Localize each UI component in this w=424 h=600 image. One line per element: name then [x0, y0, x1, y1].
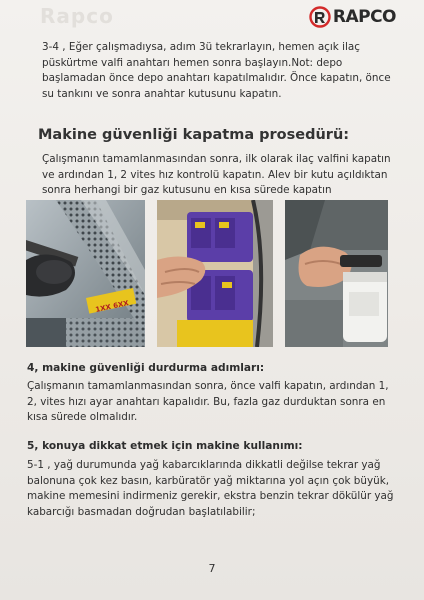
brand-logo [309, 6, 396, 28]
control-box-photo [157, 200, 273, 347]
section-4-text: Çalışmanın tamamlanmasından sonra, önce valfi kapatın, ardından 1, 2, vites hızı ayar anahtarı kapalıdır. Bu, fazla gaz durduktan sonra en kısa sürede olmalıdır. [27, 380, 389, 423]
section-4-title: 4, makine güvenliği durdurma adımları: [27, 362, 265, 374]
section-5-text: 5-1 , yağ durumunda yağ kabarcıklarında dikkatli değilse tekrar yağ balonuna çok kez basın, karbüratör yağ miktarına yol açın çok büyük, makine memesini indirmeniz gerekir, ekstra benzin tekrar dökülür yağ kabarcığı basmadan doğrudan başlatılabilir; [27, 459, 394, 518]
sprayer-nozzle-photo [26, 200, 145, 347]
page-number: 7 [208, 562, 216, 575]
brand-watermark: Rapco [40, 4, 114, 28]
logo-mark-icon [309, 6, 331, 28]
gas-canister-photo [285, 200, 388, 347]
section-5-title: 5, konuya dikkat etmek için makine kullanımı: [27, 440, 303, 452]
nozzle-label: 1XX 6XX [94, 299, 130, 314]
safety-shutdown-text: Çalışmanın tamamlanmasından sonra, ilk olarak ilaç valfini kapatın ve ardından 1, 2 vites hız kontrolü kapatın. Alev bir kutu açıldıktan sonra herhangi bir gaz kutusunu en kısa sürede kapatın [42, 153, 391, 196]
photo-strip [26, 200, 388, 350]
intro-paragraph: 3-4 , Eğer çalışmadıysa, adım 3ü tekrarlayın, hemen açık ilaç püskürtme valfi anahtarı hemen sonra başlayın.Not: depo başlamadan önce depo anahtarı kapatılmalıdır. Önce kapatın, önce su tankını ve sonra anahtar kutusunu kapatın. [42, 41, 391, 100]
safety-shutdown-heading: Makine güvenliği kapatma prosedürü: [38, 127, 350, 143]
logo-text: RAPCO [332, 7, 396, 27]
